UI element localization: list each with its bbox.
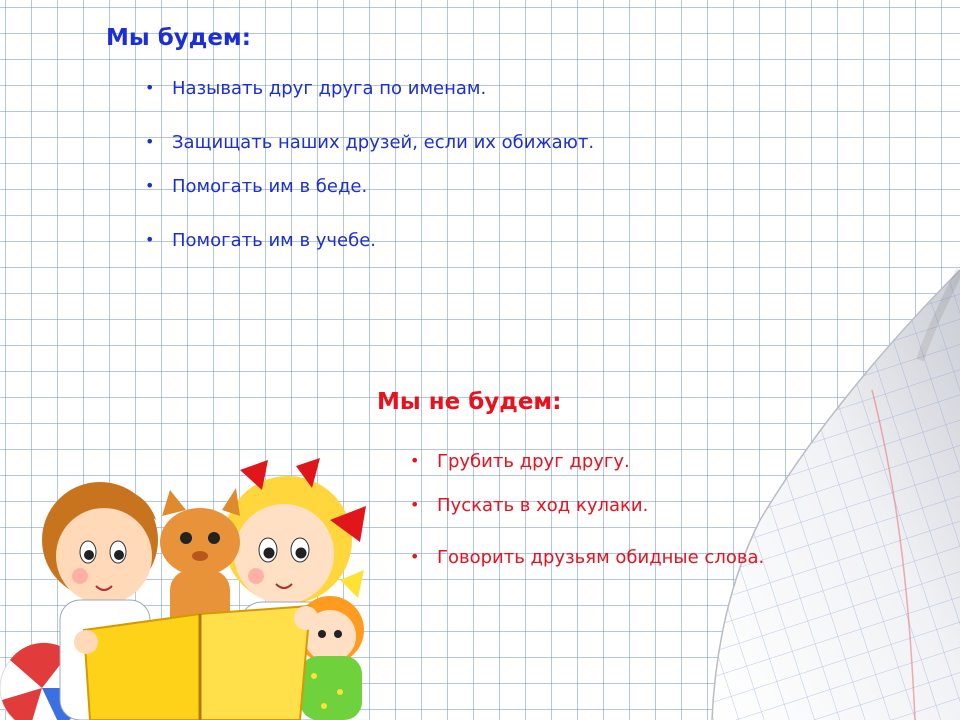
children-reading-illustration <box>0 430 400 720</box>
bullet: • <box>145 230 155 249</box>
bullet: • <box>145 78 155 97</box>
we-will-heading: Мы будем: <box>106 25 251 51</box>
bullet: • <box>410 451 420 470</box>
bullet: • <box>145 176 155 195</box>
we-will-not-heading: Мы не будем: <box>377 389 562 415</box>
we-will-list: • Называть друг друга по именам. • Защищать наших друзей, если их обижают. • Помогать им в беде. • Помогать им в учебе. <box>145 78 595 251</box>
bullet: • <box>410 547 420 566</box>
we-will-not-list: • Грубить друг другу. • Пускать в ход кулаки. • Говорить друзьям обидные слова. <box>410 451 765 568</box>
bullet: • <box>410 495 420 514</box>
bullet: • <box>145 132 155 151</box>
